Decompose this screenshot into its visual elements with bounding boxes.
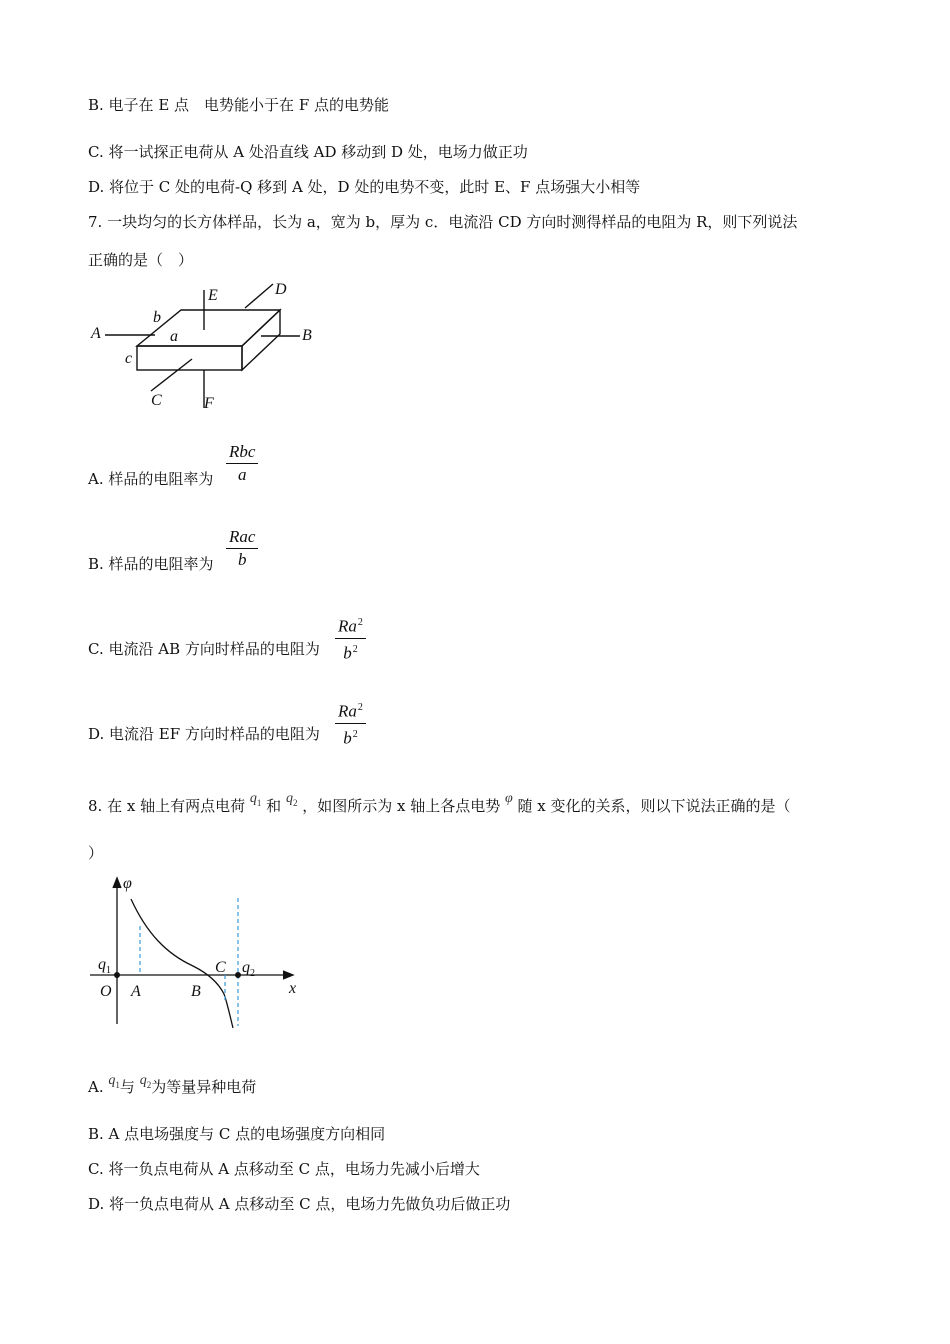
fraction-d-num-sup: 2 bbox=[357, 702, 363, 713]
graph-label-C: C bbox=[215, 959, 226, 976]
graph-label-x: x bbox=[289, 980, 297, 997]
box-label-B: B bbox=[302, 327, 312, 344]
graph-label-phi: φ bbox=[123, 875, 132, 892]
q7-option-c: C. 电流沿 AB 方向时样品的电阻为 bbox=[88, 640, 320, 658]
q8-stem-line2: ） bbox=[88, 844, 104, 862]
fraction-b-den: b bbox=[237, 550, 247, 569]
q2-charge-dot bbox=[235, 972, 241, 978]
box-label-a: a bbox=[170, 328, 178, 345]
graph-label-q2: $q_2$ bbox=[242, 959, 255, 979]
fraction-b-num: Rac bbox=[226, 526, 258, 549]
fraction-a-num: Rbc bbox=[226, 441, 258, 464]
q6-option-c: C. 将一试探正电荷从 A 处沿直线 AD 移动到 D 处，电场力做正功 bbox=[88, 143, 528, 161]
q6-option-b: B. 电子在 E 点 电势能小于在 F 点的电势能 bbox=[88, 96, 389, 114]
box-label-C: C bbox=[151, 392, 162, 409]
box-label-D: D bbox=[275, 281, 287, 298]
q7-option-b: B. 样品的电阻率为 bbox=[88, 555, 214, 573]
q8-option-a-part3: 为等量异种电荷 bbox=[151, 1078, 257, 1096]
q7-stem-line1: 7. 一块均匀的长方体样品，长为 a，宽为 b，厚为 c．电流沿 CD 方向时测得样品的电阻为 R，则下列说法 bbox=[88, 213, 798, 231]
q7-option-a: A. 样品的电阻率为 bbox=[88, 470, 214, 488]
q7-option-d: D. 电流沿 EF 方向时样品的电阻为 bbox=[88, 725, 320, 743]
fraction-c-den-sup: 2 bbox=[352, 643, 358, 655]
q1-charge-dot bbox=[114, 972, 120, 978]
q8-option-c: C. 将一负点电荷从 A 点移动至 C 点，电场力先减小后增大 bbox=[88, 1160, 480, 1178]
q8-option-b: B. A 点电场强度与 C 点的电场强度方向相同 bbox=[88, 1125, 386, 1143]
q8-option-a-part2: 与 bbox=[119, 1078, 135, 1096]
q8-stem-part1: 8. 在 x 轴上有两点电荷 bbox=[88, 797, 246, 815]
q8-symbol-q2: $q_2$ bbox=[285, 791, 298, 808]
q8a-symbol-q2: $q_2$ bbox=[139, 1073, 152, 1090]
graph-label-A: A bbox=[131, 983, 141, 1000]
fraction-c-den: b bbox=[343, 643, 352, 663]
q7-stem-line2: 正确的是（ ） bbox=[88, 251, 194, 269]
box-label-E: E bbox=[208, 287, 218, 304]
box-label-F: F bbox=[204, 395, 214, 412]
q8-option-a bbox=[88, 1073, 257, 1103]
graph-label-B: B bbox=[191, 983, 201, 1000]
q8-stem-part3: ，如图所示为 x 轴上各点电势 bbox=[302, 797, 501, 815]
q8-stem-line1 bbox=[88, 791, 791, 822]
fraction-d-num: Ra bbox=[338, 701, 357, 721]
q8-symbol-q1: $q_1$ bbox=[249, 791, 262, 808]
fraction-a-den: a bbox=[237, 465, 247, 484]
q6-option-d: D. 将位于 C 处的电荷-Q 移到 A 处，D 处的电势不变，此时 E、F 点场强大小相等 bbox=[88, 178, 641, 196]
q8-stem-part4: 随 x 变化的关系，则以下说法正确的是（ bbox=[517, 797, 791, 815]
q8-stem-part2: 和 bbox=[266, 797, 282, 815]
graph-label-O: O bbox=[100, 983, 112, 1000]
graph-label-q1: $q_1$ bbox=[98, 956, 111, 976]
q8-symbol-phi: φ bbox=[505, 791, 513, 806]
q8-option-a-label: A. bbox=[88, 1078, 104, 1096]
q8a-symbol-q1: $q_1$ bbox=[108, 1073, 120, 1090]
fraction-c-num: Ra bbox=[338, 616, 357, 636]
fraction-a bbox=[226, 441, 258, 486]
cuboid-figure bbox=[85, 278, 325, 418]
box-label-b: b bbox=[153, 309, 161, 326]
fraction-d bbox=[335, 697, 366, 749]
box-label-A: A bbox=[91, 325, 101, 342]
fraction-c bbox=[335, 612, 366, 664]
fraction-d-den-sup: 2 bbox=[352, 728, 358, 740]
potential-graph bbox=[85, 868, 310, 1030]
box-label-c: c bbox=[125, 350, 133, 367]
q8-option-d: D. 将一负点电荷从 A 点移动至 C 点，电场力先做负功后做正功 bbox=[88, 1195, 511, 1213]
fraction-b bbox=[226, 526, 258, 571]
fraction-c-num-sup: 2 bbox=[357, 617, 363, 628]
fraction-d-den: b bbox=[343, 728, 352, 748]
